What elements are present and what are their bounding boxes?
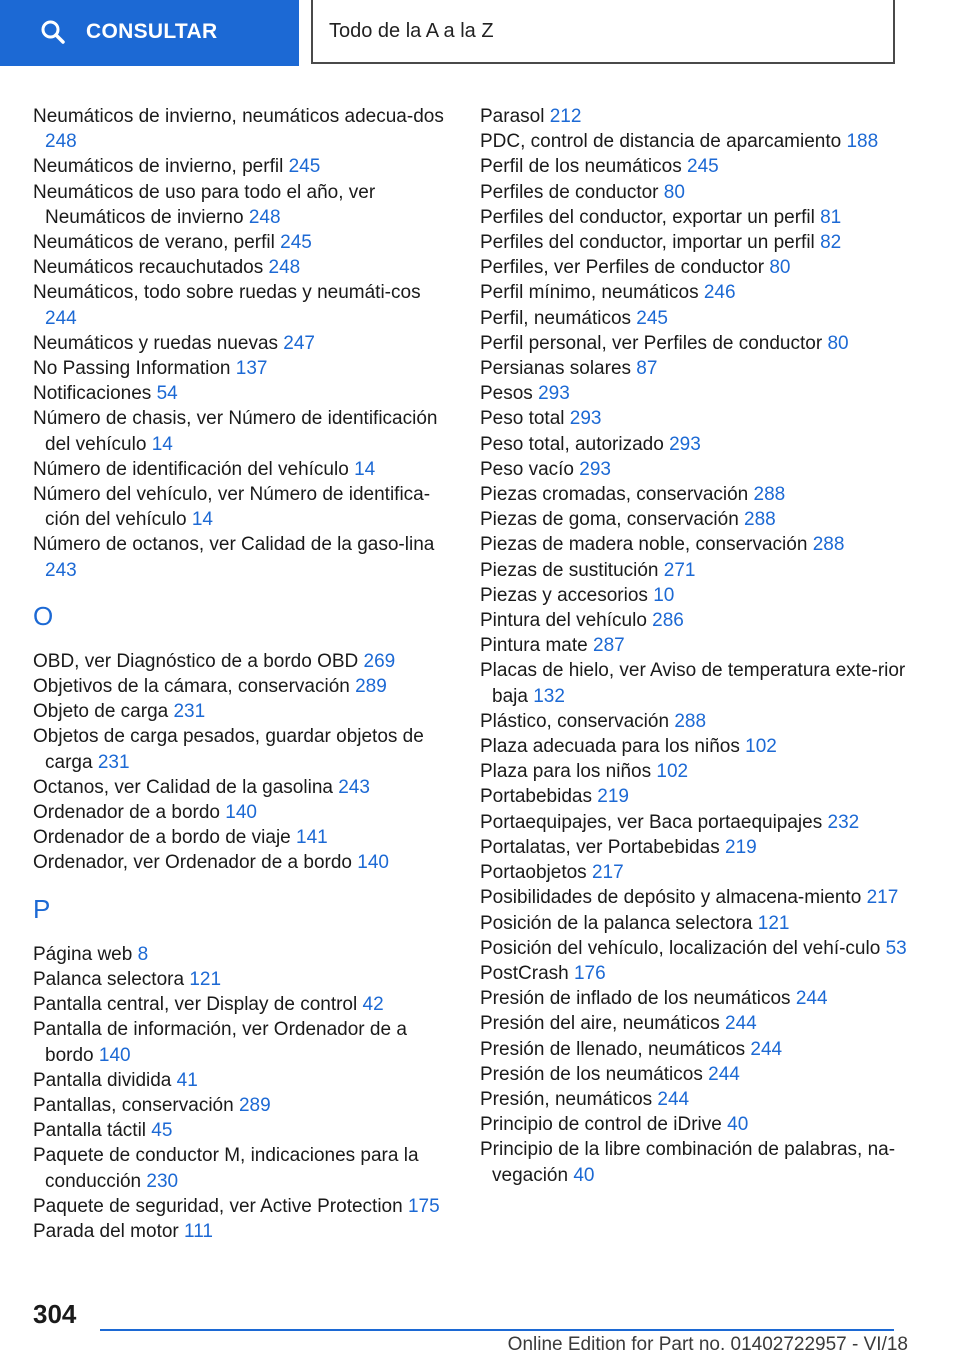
index-entry [33, 1143, 453, 1193]
index-entry-text: Paquete de conductor M, indicaciones para la conducción [33, 1145, 419, 1192]
index-entry-text: Posición de la palanca selectora [480, 912, 758, 934]
page-link[interactable]: 137 [235, 358, 268, 380]
index-entry-text: Perfiles de conductor [480, 181, 664, 203]
page-link[interactable]: 288 [753, 484, 786, 506]
index-entry [33, 406, 453, 456]
index-entry [33, 154, 453, 179]
index-entry [33, 992, 453, 1017]
index-entry [33, 649, 453, 674]
index-entry-text: Paquete de seguridad, ver Active Protection [33, 1195, 408, 1217]
index-entry [480, 230, 910, 255]
index-entry-text: Pantalla de información, ver Ordenador de a bordo [33, 1019, 407, 1066]
search-icon [40, 19, 66, 45]
page-link[interactable]: 244 [708, 1063, 740, 1085]
index-entry [480, 104, 910, 129]
page-link[interactable]: 80 [769, 257, 791, 279]
index-entry [480, 129, 910, 154]
page-link[interactable]: 248 [268, 257, 301, 279]
page-link[interactable]: 244 [795, 988, 828, 1010]
page-link[interactable]: 243 [45, 559, 77, 581]
index-entry [33, 1118, 453, 1143]
index-entry [480, 1037, 910, 1062]
page-link[interactable]: 244 [725, 1013, 757, 1035]
page-link[interactable]: 175 [407, 1195, 440, 1217]
index-entry [480, 633, 910, 658]
index-entry-text: Presión del aire, neumáticos [480, 1013, 726, 1035]
page-link[interactable]: 245 [280, 232, 312, 254]
index-entry-text: Presión de inflado de los neumáticos [480, 988, 796, 1010]
index-entry-text: Página web [33, 943, 138, 965]
page-link[interactable]: 244 [45, 307, 77, 329]
page-link[interactable]: 293 [569, 408, 602, 430]
page-link[interactable]: 269 [363, 650, 396, 672]
index-entry [480, 356, 910, 381]
index-entry [480, 608, 910, 633]
index-entry [33, 699, 453, 724]
page-link[interactable]: 87 [636, 358, 658, 380]
page-link[interactable]: 14 [191, 509, 213, 531]
index-entry [480, 709, 910, 734]
index-entry-text: Principio de control de iDrive [480, 1114, 728, 1136]
page-link[interactable]: 289 [238, 1094, 271, 1116]
index-entry [480, 1087, 910, 1112]
index-entry-text: Pesos [480, 383, 539, 405]
index-entry [480, 331, 910, 356]
index-entry-text: Persianas solares [480, 358, 637, 380]
page-link[interactable]: 246 [703, 282, 736, 304]
index-entry [33, 280, 453, 330]
index-entry-text: Ordenador, ver Ordenador de a bordo [33, 852, 358, 874]
page-link[interactable]: 82 [820, 232, 842, 254]
page-link[interactable]: 247 [283, 332, 315, 354]
index-entry [33, 482, 453, 532]
page-link[interactable]: 286 [652, 610, 684, 632]
index-entry-text: Perfil, neumáticos [480, 307, 637, 329]
page-link[interactable]: 54 [156, 383, 178, 405]
page-link[interactable]: 244 [750, 1038, 783, 1060]
index-entry [480, 482, 910, 507]
index-tab-label: Todo de la A a la Z [329, 19, 494, 42]
page-link[interactable]: 80 [827, 332, 849, 354]
section-letter: P [33, 893, 51, 924]
page-link[interactable]: 102 [656, 761, 689, 783]
page-link[interactable]: 176 [573, 962, 606, 984]
index-entry [33, 942, 453, 967]
index-entry [33, 331, 453, 356]
page-link[interactable]: 41 [176, 1069, 198, 1091]
page-link[interactable]: 140 [98, 1044, 131, 1066]
index-entry-text: Neumáticos recauchutados [33, 257, 269, 279]
page-link[interactable]: 141 [296, 827, 328, 849]
index-entry-text: Ordenador de a bordo de viaje [33, 827, 297, 849]
index-entry [33, 255, 453, 280]
page-link[interactable]: 132 [533, 685, 565, 707]
page-link[interactable]: 140 [225, 802, 257, 824]
index-entry-text: Pantalla central, ver Display de control [33, 994, 363, 1016]
edition-note: Online Edition for Part no. 01402722957 - VI/18 [507, 1334, 908, 1355]
index-entry [33, 800, 453, 825]
index-entry-text: Objetivos de la cámara, conservación [33, 676, 356, 698]
index-entry-text: Plaza adecuada para los niños [480, 736, 746, 758]
footer-divider [100, 1329, 894, 1331]
index-entry [480, 507, 910, 532]
index-entry-text: Neumáticos de invierno, perfil [33, 156, 289, 178]
index-entry [33, 775, 453, 800]
index-entry-text: Portabebidas [480, 786, 598, 808]
index-entry [33, 1093, 453, 1118]
index-column-left [33, 104, 453, 1244]
page-link[interactable]: 81 [820, 206, 842, 228]
index-entry-text: Neumáticos de verano, perfil [33, 232, 281, 254]
page-link[interactable]: 140 [357, 852, 389, 874]
index-entry-text: Plástico, conservación [480, 710, 675, 732]
page-link[interactable]: 42 [362, 994, 384, 1016]
index-entry-text: PostCrash [480, 962, 574, 984]
index-entry [33, 825, 453, 850]
index-entry-text: Portaobjetos [480, 862, 592, 884]
index-entry-text: Portalatas, ver Portabebidas [480, 836, 726, 858]
index-entry [480, 255, 910, 280]
page-link[interactable]: 53 [885, 937, 907, 959]
page-link[interactable]: 244 [657, 1088, 690, 1110]
page-link[interactable]: 102 [745, 736, 777, 758]
index-entry [480, 1062, 910, 1087]
index-entry-text: Número del vehículo, ver Número de identifica-ción del vehículo [33, 484, 431, 531]
index-column-right [480, 104, 910, 1188]
index-entry [480, 885, 910, 910]
page-link[interactable]: 287 [593, 635, 625, 657]
index-entry [480, 961, 910, 986]
index-entry-text: Pantalla táctil [33, 1120, 152, 1142]
index-entry [480, 860, 910, 885]
index-entry-text: Pintura del vehículo [480, 610, 653, 632]
page-link[interactable]: 243 [338, 776, 370, 798]
page-link[interactable]: 245 [288, 156, 321, 178]
page-link[interactable]: 217 [866, 887, 899, 909]
page-link[interactable]: 14 [354, 458, 376, 480]
page-link[interactable]: 40 [727, 1114, 749, 1136]
index-entry-text: Posibilidades de depósito y almacena-miento [480, 887, 867, 909]
index-entry [480, 532, 910, 557]
index-entry [33, 356, 453, 381]
index-entry-text: Placas de hielo, ver Aviso de temperatura exte-rior baja [480, 660, 906, 707]
page-link[interactable]: 40 [573, 1164, 595, 1186]
page-link[interactable]: 80 [663, 181, 685, 203]
index-entry [480, 154, 910, 179]
index-entry [480, 583, 910, 608]
page-link[interactable]: 288 [812, 534, 845, 556]
page-link[interactable]: 212 [549, 106, 582, 127]
index-entry-text: Presión de los neumáticos [480, 1063, 709, 1085]
index-entry-text: Plaza para los niños [480, 761, 657, 783]
page-link[interactable]: 288 [744, 509, 776, 531]
index-entry-text: Objetos de carga pesados, guardar objetos de carga [33, 726, 424, 773]
index-entry-text: No Passing Information [33, 358, 236, 380]
index-entry-text: Neumáticos de uso para todo el año, ver Neumáticos de invierno [33, 181, 376, 228]
index-entry [480, 835, 910, 860]
index-entry-text: PDC, control de distancia de aparcamiento [480, 131, 847, 153]
index-entry [480, 1112, 910, 1137]
index-entry [33, 532, 453, 582]
page-link[interactable]: 293 [538, 383, 570, 405]
index-entry-text: Perfil de los neumáticos [480, 156, 687, 178]
index-entry-text: Pintura mate [480, 635, 593, 657]
index-entry [480, 205, 910, 230]
index-entry-text: Neumáticos de invierno, neumáticos adecua-dos [33, 106, 444, 127]
index-entry-text: OBD, ver Diagnóstico de a bordo OBD [33, 650, 364, 672]
page-link[interactable]: 8 [137, 943, 149, 965]
index-entry [480, 558, 910, 583]
index-entry-text: Número de octanos, ver Calidad de la gaso-lina [33, 534, 435, 556]
page-link[interactable]: 248 [45, 131, 77, 153]
index-entry [33, 381, 453, 406]
index-tab[interactable] [311, 0, 895, 64]
index-entry-text: Peso vacío [480, 458, 580, 480]
index-entry [480, 1137, 910, 1187]
index-entry [33, 180, 453, 230]
index-entry-text: Neumáticos y ruedas nuevas [33, 332, 284, 354]
index-entry [33, 967, 453, 992]
index-entry-text: Presión de llenado, neumáticos [480, 1038, 751, 1060]
index-entry [480, 936, 910, 961]
index-entry [480, 734, 910, 759]
index-entry-text: Octanos, ver Calidad de la gasolina [33, 776, 339, 798]
index-entry [480, 911, 910, 936]
page-link[interactable]: 289 [355, 676, 387, 698]
index-entry-text: Ordenador de a bordo [33, 802, 226, 824]
index-entry [33, 104, 453, 154]
index-entry [33, 724, 453, 774]
page-link[interactable]: 245 [636, 307, 668, 329]
page-link[interactable]: 288 [674, 710, 707, 732]
index-entry [33, 1219, 453, 1244]
index-entry [33, 1017, 453, 1067]
page-link[interactable]: 231 [173, 701, 206, 723]
index-entry-text: Notificaciones [33, 383, 157, 405]
page-link[interactable]: 248 [248, 206, 281, 228]
index-entry-text: Perfiles, ver Perfiles de conductor [480, 257, 770, 279]
index-entry [480, 759, 910, 784]
index-entry [480, 658, 910, 708]
page-link[interactable]: 230 [146, 1170, 179, 1192]
section-letter: O [33, 600, 54, 631]
index-entry-text: Piezas de sustitución [480, 559, 664, 581]
header-bar [0, 0, 960, 66]
index-entry-text: Piezas de goma, conservación [480, 509, 745, 531]
index-entry [480, 810, 910, 835]
index-entry-text: Perfil personal, ver Perfiles de conductor [480, 332, 828, 354]
index-entry-text: Pantallas, conservación [33, 1094, 239, 1116]
index-entry [480, 180, 910, 205]
index-entry-text: Portaequipajes, ver Baca portaequipajes [480, 811, 828, 833]
page-link[interactable]: 121 [757, 912, 790, 934]
index-entry-text: Peso total, autorizado [480, 433, 670, 455]
index-entry [33, 1068, 453, 1093]
page-link[interactable]: 245 [687, 156, 719, 178]
page-link[interactable]: 45 [151, 1120, 173, 1142]
index-entry [480, 381, 910, 406]
page-link[interactable]: 231 [97, 751, 130, 773]
index-entry-text: Objeto de carga [33, 701, 174, 723]
index-entry-text: Palanca selectora [33, 968, 190, 990]
index-entry-text: Principio de la libre combinación de palabras, na-vegación [480, 1139, 896, 1186]
index-entry [480, 432, 910, 457]
index-entry-text: Posición del vehículo, localización del vehí-culo [480, 937, 886, 959]
page-link[interactable]: 111 [184, 1220, 213, 1242]
index-entry-text: Perfiles del conductor, importar un perfil [480, 232, 821, 254]
index-entry-text: Número de chasis, ver Número de identificación del vehículo [33, 408, 438, 455]
page-link[interactable]: 271 [663, 559, 696, 581]
index-entry [33, 674, 453, 699]
index-entry [480, 280, 910, 305]
index-entry-text: Peso total [480, 408, 570, 430]
index-entry [480, 1011, 910, 1036]
index-entry [33, 457, 453, 482]
page-link[interactable]: 217 [591, 862, 624, 884]
page-link[interactable]: 219 [725, 836, 757, 858]
index-entry-text: Piezas y accesorios [480, 584, 654, 606]
index-entry [480, 784, 910, 809]
index-entry-text: Presión, neumáticos [480, 1088, 658, 1110]
index-entry [33, 230, 453, 255]
index-entry [480, 306, 910, 331]
index-entry [33, 850, 453, 875]
page-link[interactable]: 121 [189, 968, 222, 990]
index-entry-text: Número de identificación del vehículo [33, 458, 355, 480]
page-link[interactable]: 219 [597, 786, 629, 808]
page-number: 304 [33, 1299, 77, 1329]
index-entry [33, 1194, 453, 1219]
page-link[interactable]: 232 [827, 811, 860, 833]
index-entry [480, 406, 910, 431]
index-entry-text: Piezas cromadas, conservación [480, 484, 754, 506]
index-entry-text: Perfil mínimo, neumáticos [480, 282, 704, 304]
index-entry-text: Neumáticos, todo sobre ruedas y neumáti-cos [33, 282, 421, 304]
page-link[interactable]: 293 [579, 458, 611, 480]
page-link[interactable]: 293 [669, 433, 701, 455]
search-tab-label: CONSULTAR [86, 19, 218, 43]
index-entry-text: Piezas de madera noble, conservación [480, 534, 813, 556]
index-entry-text: Pantalla dividida [33, 1069, 177, 1091]
page-link[interactable]: 188 [846, 131, 879, 153]
page-link[interactable]: 10 [653, 584, 675, 606]
index-entry-text: Parada del motor [33, 1220, 185, 1242]
index-entry [480, 986, 910, 1011]
page-link[interactable]: 14 [151, 433, 173, 455]
index-entry-text: Parasol [480, 106, 550, 127]
index-entry-text: Perfiles del conductor, exportar un perfil [480, 206, 821, 228]
index-entry [480, 457, 910, 482]
search-tab[interactable] [0, 0, 299, 66]
